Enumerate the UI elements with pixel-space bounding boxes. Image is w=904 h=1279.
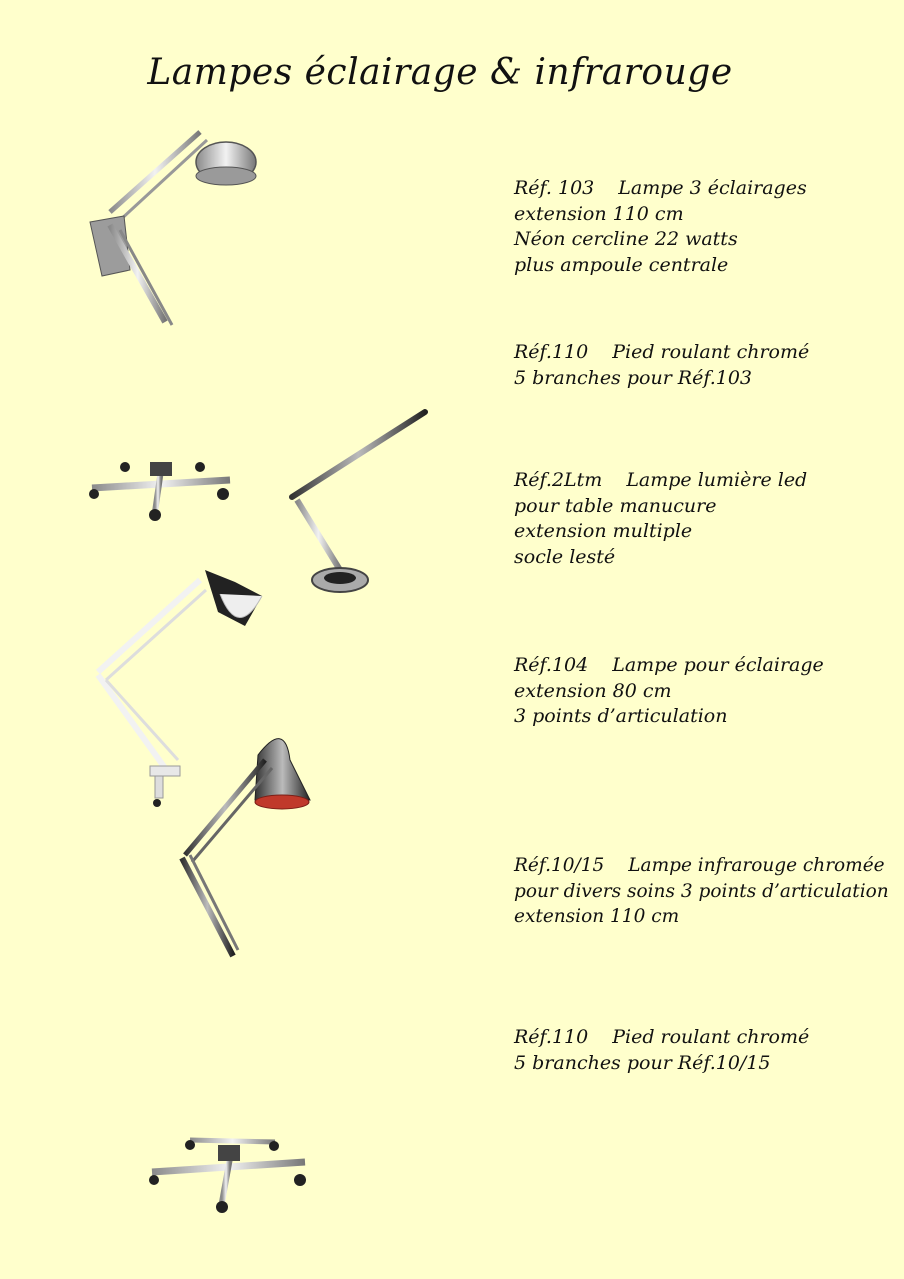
product-detail: 5 branches pour Réf.103	[514, 366, 753, 389]
product-detail: plus ampoule centrale	[514, 253, 729, 276]
product-detail: extension 110 cm	[514, 906, 680, 927]
product-name: Lampe lumière led	[626, 469, 808, 491]
infrared-lamp-icon	[182, 739, 310, 956]
product-ref: Réf.110	[514, 1026, 589, 1048]
product-ref-110-a	[514, 340, 809, 391]
product-ref-2ltm	[514, 468, 807, 570]
product-name: Lampe 3 éclairages	[618, 177, 807, 199]
rolling-stand-icon	[149, 958, 306, 1213]
magnifier-lamp-icon	[90, 132, 256, 325]
product-ref-104	[514, 653, 824, 730]
product-ref: Réf. 103	[514, 177, 595, 199]
product-name: Pied roulant chromé	[612, 1026, 810, 1048]
clamp-lamp-icon	[98, 570, 262, 807]
product-ref: Réf.104	[514, 654, 589, 676]
led-desk-lamp-icon	[292, 412, 425, 592]
product-ref: Réf.110	[514, 341, 589, 363]
product-detail: 5 branches pour Réf.10/15	[514, 1051, 771, 1074]
product-ref-103	[514, 176, 807, 278]
product-ref: Réf.2Ltm	[514, 469, 603, 491]
product-detail: extension 80 cm	[514, 679, 672, 702]
product-detail: 3 points d’articulation	[514, 705, 728, 727]
product-ref: Réf.10/15	[514, 855, 605, 876]
product-ref-10-15	[514, 853, 889, 930]
product-name: Pied roulant chromé	[612, 341, 810, 363]
product-ref-110-b	[514, 1025, 809, 1076]
product-detail: Néon cercline 22 watts	[514, 228, 738, 250]
product-detail: socle lesté	[514, 545, 616, 568]
product-detail: extension 110 cm	[514, 202, 684, 225]
product-detail: extension multiple	[514, 520, 693, 542]
product-name: Lampe pour éclairage	[612, 654, 824, 676]
product-detail: pour table manucure	[514, 494, 717, 517]
product-name: Lampe infrarouge chromée	[628, 855, 885, 876]
rolling-stand-icon	[89, 325, 230, 521]
page-title: Lampes éclairage & infrarouge	[147, 52, 733, 93]
product-detail: pour divers soins 3 points d’articulation	[514, 880, 889, 902]
